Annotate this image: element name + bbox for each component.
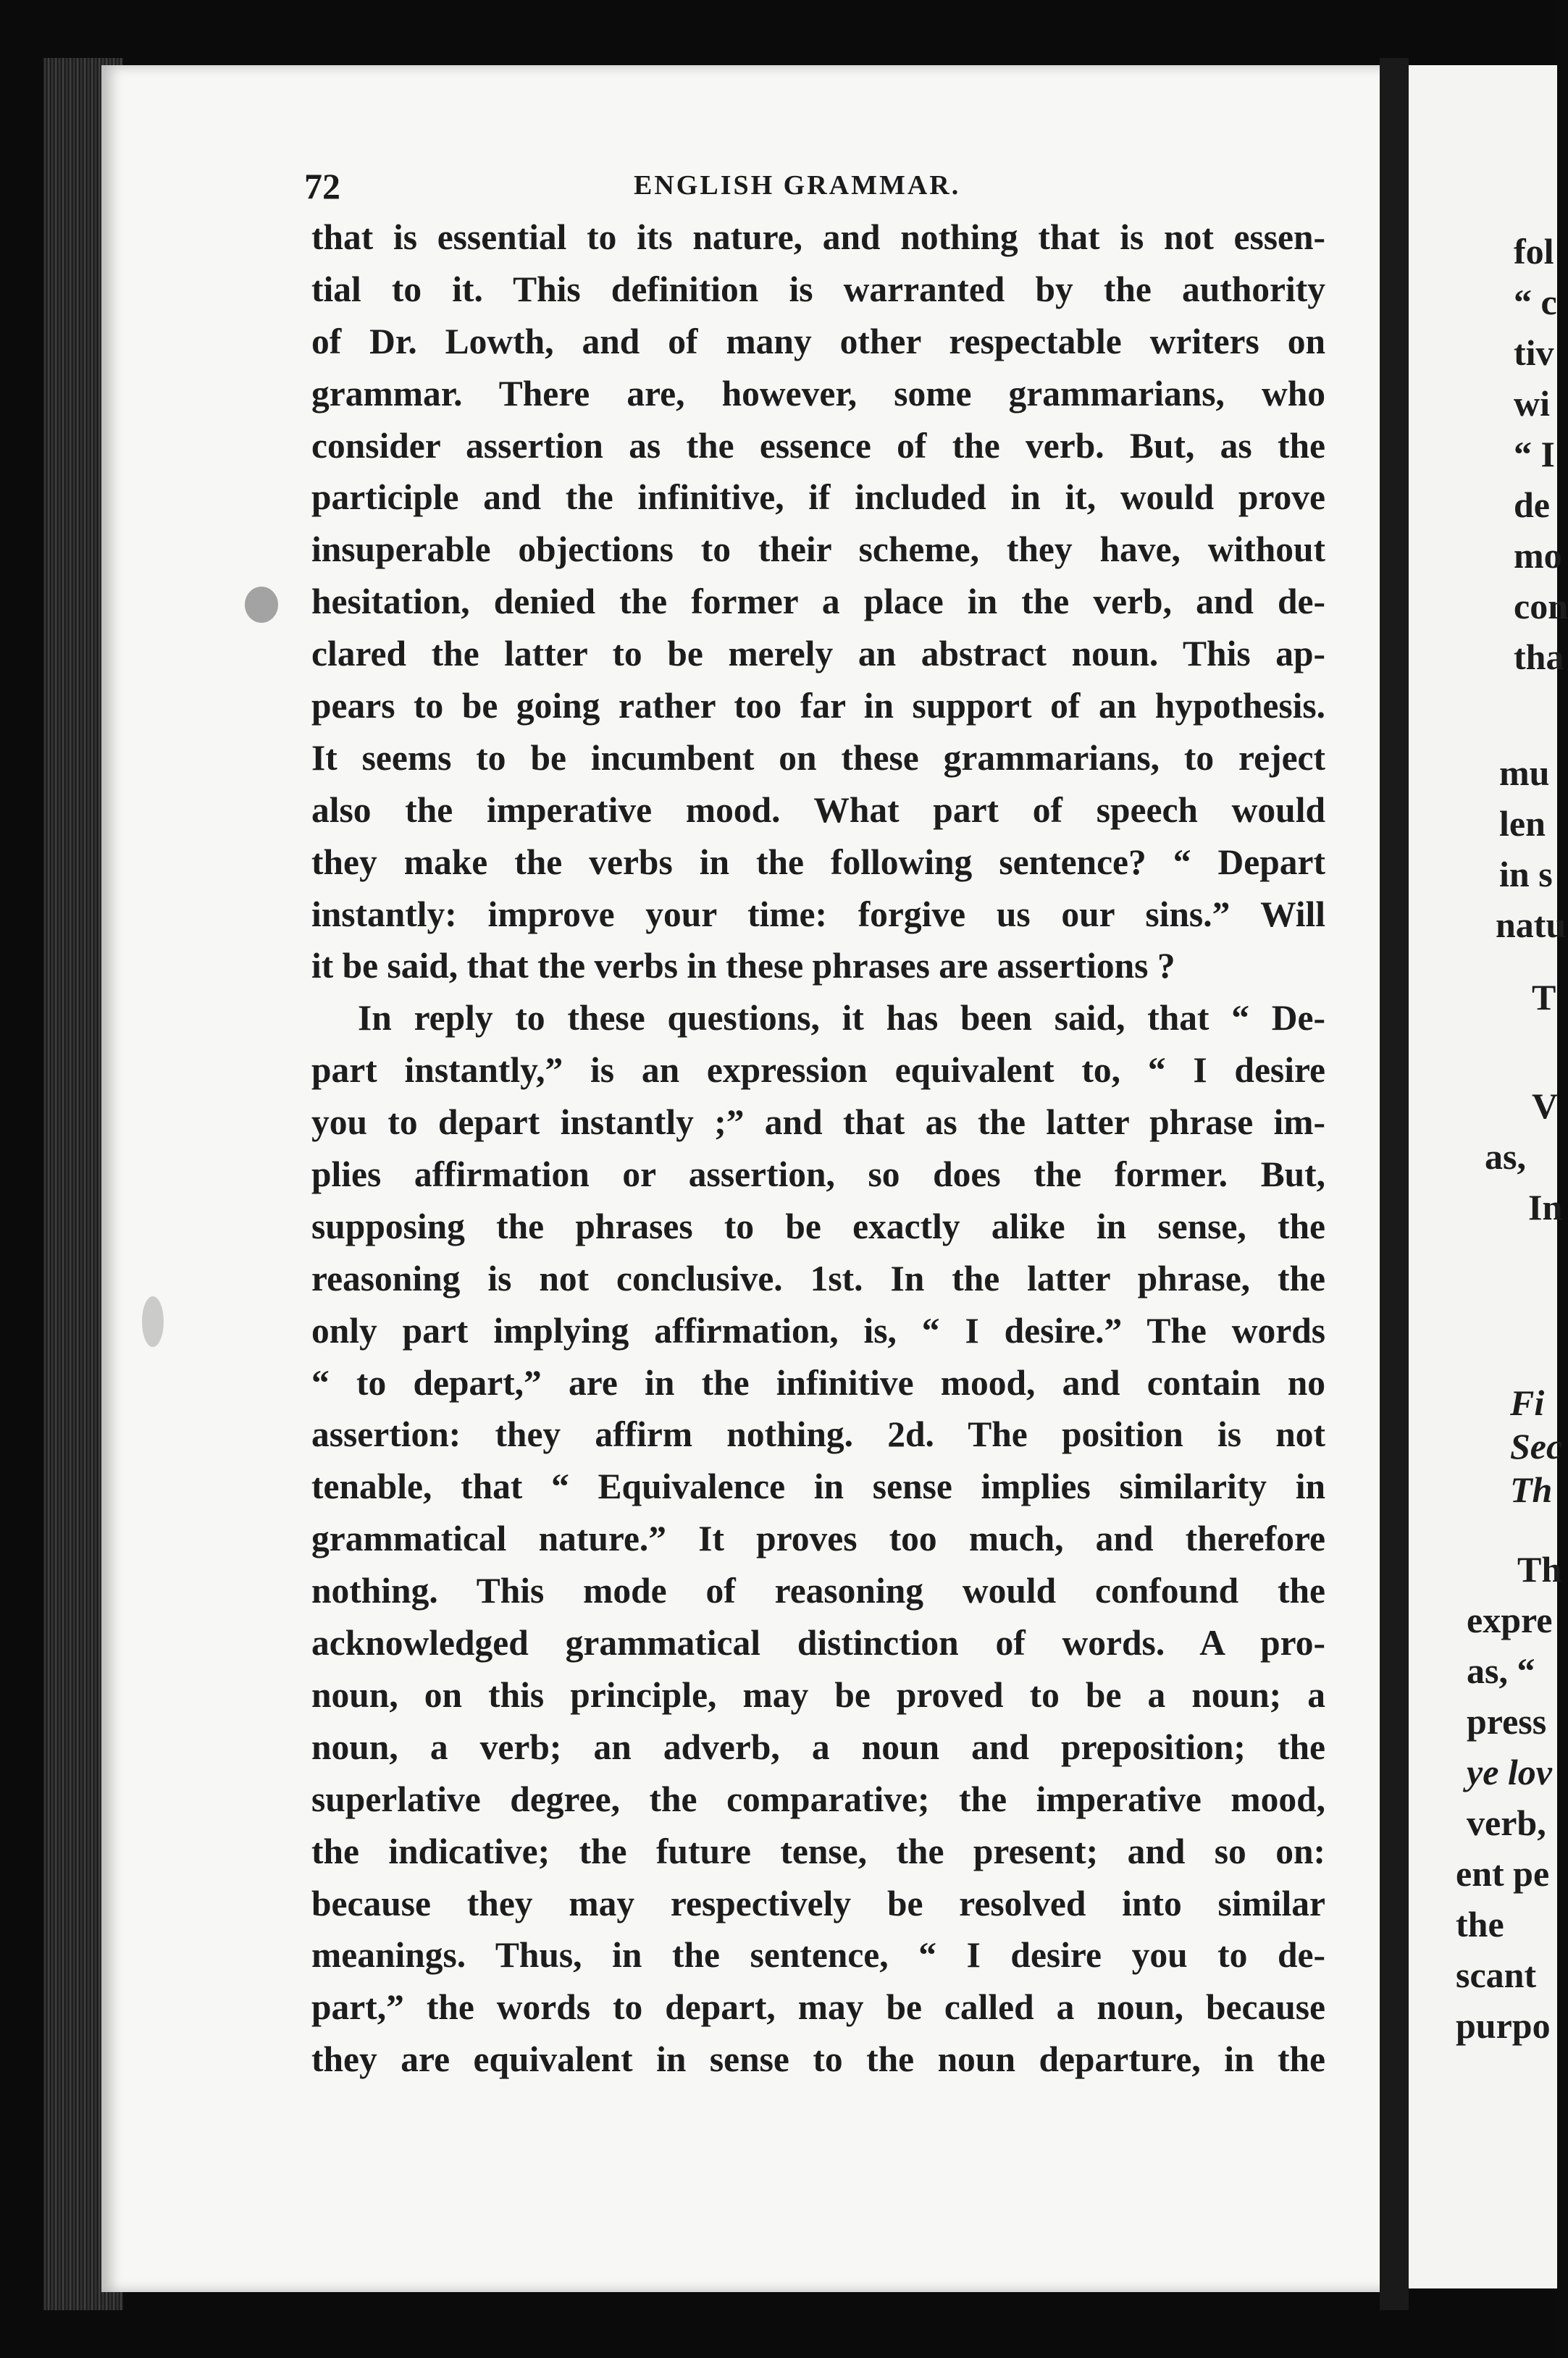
next-page-fragment: ye lov — [1467, 1752, 1552, 1792]
next-page-fragment: as, “ — [1467, 1650, 1535, 1691]
next-page-fragment: mo — [1514, 535, 1562, 576]
text-line: of Dr. Lowth, and of many other respectable writers on — [311, 321, 1325, 361]
text-line: tenable, that “ Equivalence in sense implies similarity in — [311, 1467, 1325, 1507]
text-line: grammatical nature.” It proves too much, and therefore — [311, 1519, 1325, 1559]
text-line: consider assertion as the essence of the verb. But, as the — [311, 425, 1325, 466]
next-page-fragment: scant — [1456, 1955, 1537, 1995]
text-line: because they may respectively be resolved into similar — [311, 1883, 1325, 1923]
page-number: 72 — [304, 166, 340, 206]
ink-blot — [142, 1296, 164, 1347]
ink-blot — [245, 587, 278, 623]
next-page-fragment: expre — [1467, 1600, 1553, 1640]
body-text — [311, 211, 1325, 2086]
next-page-fragment: In — [1528, 1187, 1563, 1228]
text-line: the indicative; the future tense, the present; and so on: — [311, 1831, 1325, 1871]
next-page-fragment: “ I — [1514, 434, 1555, 474]
next-page-fragment: as, — [1485, 1136, 1526, 1177]
book-gutter — [1380, 58, 1409, 2310]
next-page-fragment: wi — [1514, 383, 1550, 424]
next-page-fragment: Sec — [1510, 1426, 1563, 1467]
text-line: they are equivalent in sense to the noun departure, in the — [311, 2039, 1325, 2080]
text-line: hesitation, denied the former a place in the verb, and de- — [311, 582, 1325, 622]
next-page-fragment: len — [1499, 803, 1546, 844]
text-line: grammar. There are, however, some grammarians, who — [311, 373, 1325, 414]
text-line: part,” the words to depart, may be called a noun, because — [311, 1987, 1325, 2028]
text-line: tial to it. This definition is warranted by the authority — [311, 269, 1325, 309]
next-page-fragment: tha — [1514, 637, 1564, 677]
next-page-fragment: purpo — [1456, 2005, 1551, 2046]
next-page-fragment: Th — [1510, 1469, 1553, 1510]
text-line: plies affirmation or assertion, so does the former. But, — [311, 1154, 1325, 1195]
text-line: meanings. Thus, in the sentence, “ I desire you to de- — [311, 1935, 1325, 1976]
next-page-fragment: the — [1456, 1904, 1504, 1944]
text-line: pears to be going rather too far in support of an hypothesis. — [311, 686, 1325, 726]
next-page-fragment: Th — [1517, 1549, 1562, 1590]
text-line: insuperable objections to their scheme, they have, without — [311, 529, 1325, 570]
text-line: nothing. This mode of reasoning would confound the — [311, 1571, 1325, 1611]
text-line: superlative degree, the comparative; the imperative mood, — [311, 1779, 1325, 1819]
next-page-fragment: verb, — [1467, 1803, 1546, 1843]
next-page-fragment: fol — [1514, 231, 1554, 272]
text-line: it be said, that the verbs in these phrases are assertions ? — [311, 946, 1175, 986]
text-line: you to depart instantly ;” and that as the latter phrase im- — [311, 1102, 1325, 1143]
next-page-fragment: press — [1467, 1701, 1547, 1742]
next-page-fragment: de — [1514, 484, 1550, 525]
next-page-fragment: Fi — [1510, 1383, 1545, 1423]
text-line: part instantly,” is an expression equivalent to, “ I desire — [311, 1050, 1325, 1091]
next-page-fragment: V — [1532, 1086, 1559, 1126]
text-line: clared the latter to be merely an abstract noun. This ap- — [311, 634, 1325, 674]
text-line: reasoning is not conclusive. 1st. In the latter phrase, the — [311, 1258, 1325, 1298]
text-line: noun, on this principle, may be proved to be a noun; a — [311, 1674, 1325, 1715]
next-page-fragment: “ c — [1514, 282, 1557, 322]
text-line: “ to depart,” are in the infinitive mood, and contain no — [311, 1362, 1325, 1403]
text-line: noun, a verb; an adverb, a noun and preposition; the — [311, 1726, 1325, 1767]
next-page-fragment: T — [1532, 977, 1556, 1018]
text-line: participle and the infinitive, if included in it, would prove — [311, 477, 1325, 518]
page-header — [304, 165, 1376, 209]
text-line: supposing the phrases to be exactly alike in sense, the — [311, 1206, 1325, 1246]
text-line: In reply to these questions, it has been said, that “ De- — [358, 998, 1325, 1039]
next-page-fragment: ent pe — [1456, 1853, 1550, 1894]
text-line: instantly: improve your time: forgive us our sins.” Will — [311, 894, 1325, 934]
text-line: only part implying affirmation, is, “ I desire.” The words — [311, 1310, 1325, 1351]
running-title: ENGLISH GRAMMAR. — [634, 170, 961, 201]
text-line: acknowledged grammatical distinction of words. A pro- — [311, 1623, 1325, 1663]
next-page-fragment: natu — [1496, 905, 1567, 945]
next-page-fragment: con — [1514, 586, 1568, 626]
text-line: that is essential to its nature, and nothing that is not essen- — [311, 217, 1325, 257]
text-line: assertion: they affirm nothing. 2d. The position is not — [311, 1414, 1325, 1455]
text-line: they make the verbs in the following sentence? “ Depart — [311, 842, 1325, 882]
text-line: also the imperative mood. What part of speech would — [311, 789, 1325, 830]
next-page-fragment: mu — [1499, 752, 1550, 793]
text-line: It seems to be incumbent on these grammarians, to reject — [311, 737, 1325, 778]
next-page-fragment: tiv — [1514, 332, 1554, 373]
next-page-fragment: in s — [1499, 854, 1553, 894]
